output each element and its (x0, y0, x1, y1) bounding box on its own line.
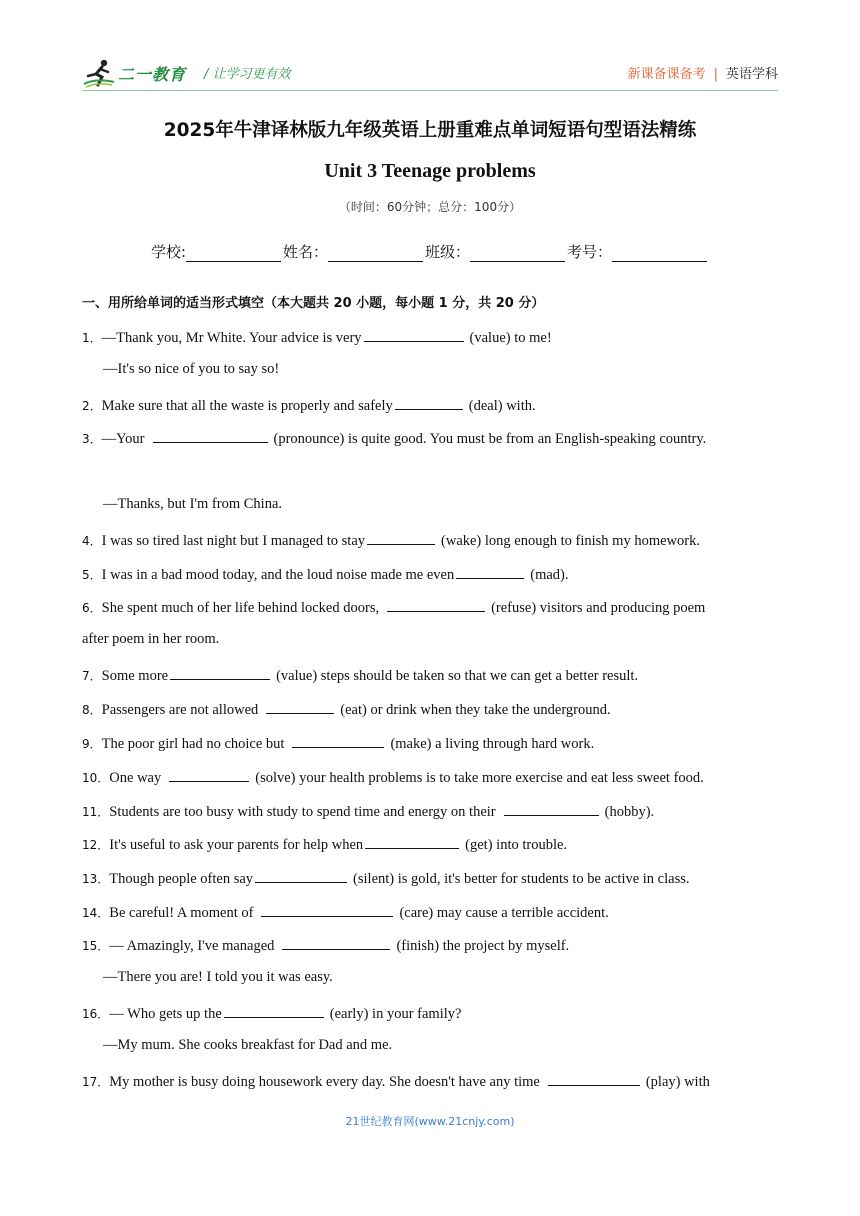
question-text: —Thank you, Mr White. Your advice is very (101, 330, 362, 346)
answer-blank[interactable] (261, 902, 393, 917)
school-blank[interactable] (186, 245, 281, 262)
question-line (82, 1071, 710, 1091)
question-hint: (deal) with. (468, 398, 536, 414)
answer-blank[interactable] (266, 699, 334, 714)
course-label: 新课备课备考 (627, 67, 706, 82)
class-label: 班级： (425, 243, 471, 261)
answer-blank[interactable] (364, 327, 464, 342)
class-blank[interactable] (470, 245, 565, 262)
question-line (82, 699, 611, 719)
question-hint: (pronounce) is quite good. You must be from an English-speaking country. (273, 431, 707, 447)
answer-blank[interactable] (224, 1003, 324, 1018)
question-number: 5． (82, 568, 102, 582)
question-number: 10． (82, 771, 110, 785)
question-hint: (make) a living through hard work. (390, 736, 595, 752)
question-text: —Thanks, but I'm from China. (103, 496, 283, 512)
page-title: 2025年牛津译林版九年级英语上册重难点单词短语句型语法精练 (163, 120, 697, 141)
question-text: —My mum. She cooks breakfast for Dad and me. (103, 1037, 393, 1053)
header-divider (82, 90, 778, 91)
header-right (628, 63, 778, 82)
question-line (103, 496, 282, 513)
question-line (82, 935, 569, 955)
question-line (82, 395, 536, 415)
question-hint: (finish) the project by myself. (396, 938, 570, 954)
question-hint: (mad). (530, 567, 569, 583)
name-label: 姓名： (283, 243, 329, 261)
answer-blank[interactable] (292, 733, 384, 748)
question-text: She spent much of her life behind locked doors, (101, 600, 380, 616)
question-line (82, 665, 638, 685)
question-text: It's useful to ask your parents for help when (109, 837, 364, 853)
question-line (103, 1037, 392, 1054)
question-hint: (solve) your health problems is to take more exercise and eat less sweet food. (255, 770, 704, 786)
question-number: 9． (82, 737, 102, 751)
answer-blank[interactable] (456, 564, 524, 579)
question-hint: (get) into trouble. (465, 837, 568, 853)
question-text: One way (109, 770, 162, 786)
answer-blank[interactable] (170, 665, 270, 680)
question-text: after poem in her room. (82, 631, 220, 647)
question-number: 16． (82, 1007, 110, 1021)
question-text: Though people often say (109, 871, 254, 887)
question-line (82, 597, 705, 617)
page-header (82, 58, 778, 90)
slogan: / 让学习更有效 (204, 67, 291, 82)
logo (82, 58, 186, 88)
question-hint: (refuse) visitors and producing poem (491, 600, 706, 616)
question-text: —It's so nice of you to say so! (103, 361, 280, 377)
header-separator: | (713, 67, 718, 82)
question-hint: (value) steps should be taken so that we can get a better result. (276, 668, 639, 684)
question-line (82, 1003, 461, 1023)
question-line (82, 327, 552, 347)
question-line (103, 969, 333, 986)
question-text: I was in a bad mood today, and the loud noise made me even (101, 567, 455, 583)
question-number: 14． (82, 906, 110, 920)
question-line (82, 428, 706, 448)
question-text: Some more (101, 668, 169, 684)
exam-no-label: 考号： (567, 243, 613, 261)
question-hint: (hobby). (604, 804, 655, 820)
answer-blank[interactable] (367, 530, 435, 545)
question-text: Students are too busy with study to spend time and energy on their (109, 804, 496, 820)
question-number: 12． (82, 838, 110, 852)
question-hint: (play) with (645, 1074, 710, 1090)
question-number: 2． (82, 399, 102, 413)
question-number: 8． (82, 703, 102, 717)
school-label: 学校: (150, 243, 186, 261)
question-hint: (early) in your family? (329, 1006, 462, 1022)
question-number: 4． (82, 534, 102, 548)
question-line (103, 361, 279, 378)
question-text: I was so tired last night but I managed to stay (101, 533, 366, 549)
answer-blank[interactable] (169, 767, 249, 782)
answer-blank[interactable] (504, 801, 599, 816)
question-text: Make sure that all the waste is properly and safely (101, 398, 393, 414)
time-info: （时间：60分钟；总分：100分） (338, 200, 522, 214)
answer-blank[interactable] (153, 428, 268, 443)
answer-blank[interactable] (365, 834, 459, 849)
student-info (0, 241, 860, 262)
logo-text: 二一教育 (118, 64, 187, 84)
question-text: My mother is busy doing housework every day. She doesn't have any time (109, 1074, 540, 1090)
question-hint: (silent) is gold, it's better for students to be active in class. (353, 871, 690, 887)
question-text: —There you are! I told you it was easy. (103, 969, 333, 985)
question-text: —Your (101, 431, 145, 447)
section-title: 一、用所给单词的适当形式填空（本大题共 20 小题，每小题 1 分，共 20 分） (82, 296, 545, 311)
name-blank[interactable] (328, 245, 423, 262)
question-hint: (care) may cause a terrible accident. (399, 905, 609, 921)
question-text: — Amazingly, I've managed (109, 938, 275, 954)
question-text: Be careful! A moment of (109, 905, 254, 921)
unit-title: Unit 3 Teenage problems (324, 160, 536, 182)
question-line (82, 530, 700, 550)
question-hint: (value) to me! (469, 330, 552, 346)
question-line (82, 767, 704, 787)
question-number: 6． (82, 601, 102, 615)
question-line (82, 834, 567, 854)
question-line (82, 733, 594, 753)
answer-blank[interactable] (395, 395, 463, 410)
question-line (82, 631, 219, 648)
question-number: 7． (82, 669, 102, 683)
answer-blank[interactable] (548, 1071, 640, 1086)
question-number: 17． (82, 1075, 110, 1089)
question-hint: (eat) or drink when they take the underground. (340, 702, 611, 718)
page-footer: 21世纪教育网(www.21cnjy.com) (345, 1115, 515, 1128)
exam-no-blank[interactable] (612, 245, 707, 262)
answer-blank[interactable] (282, 935, 390, 950)
question-line (82, 801, 654, 821)
runner-logo-icon (82, 58, 116, 88)
question-text: — Who gets up the (109, 1006, 222, 1022)
answer-blank[interactable] (255, 868, 347, 883)
subject-label: 英语学科 (725, 67, 778, 82)
question-text: The poor girl had no choice but (101, 736, 285, 752)
question-number: 11． (82, 805, 110, 819)
question-hint: (wake) long enough to finish my homework. (441, 533, 700, 549)
question-text: Passengers are not allowed (101, 702, 259, 718)
question-number: 3． (82, 432, 102, 446)
question-line (82, 564, 569, 584)
question-line (82, 868, 690, 888)
question-number: 13． (82, 872, 110, 886)
question-line (82, 902, 609, 922)
question-number: 15． (82, 939, 110, 953)
question-number: 1． (82, 331, 102, 345)
answer-blank[interactable] (387, 597, 485, 612)
